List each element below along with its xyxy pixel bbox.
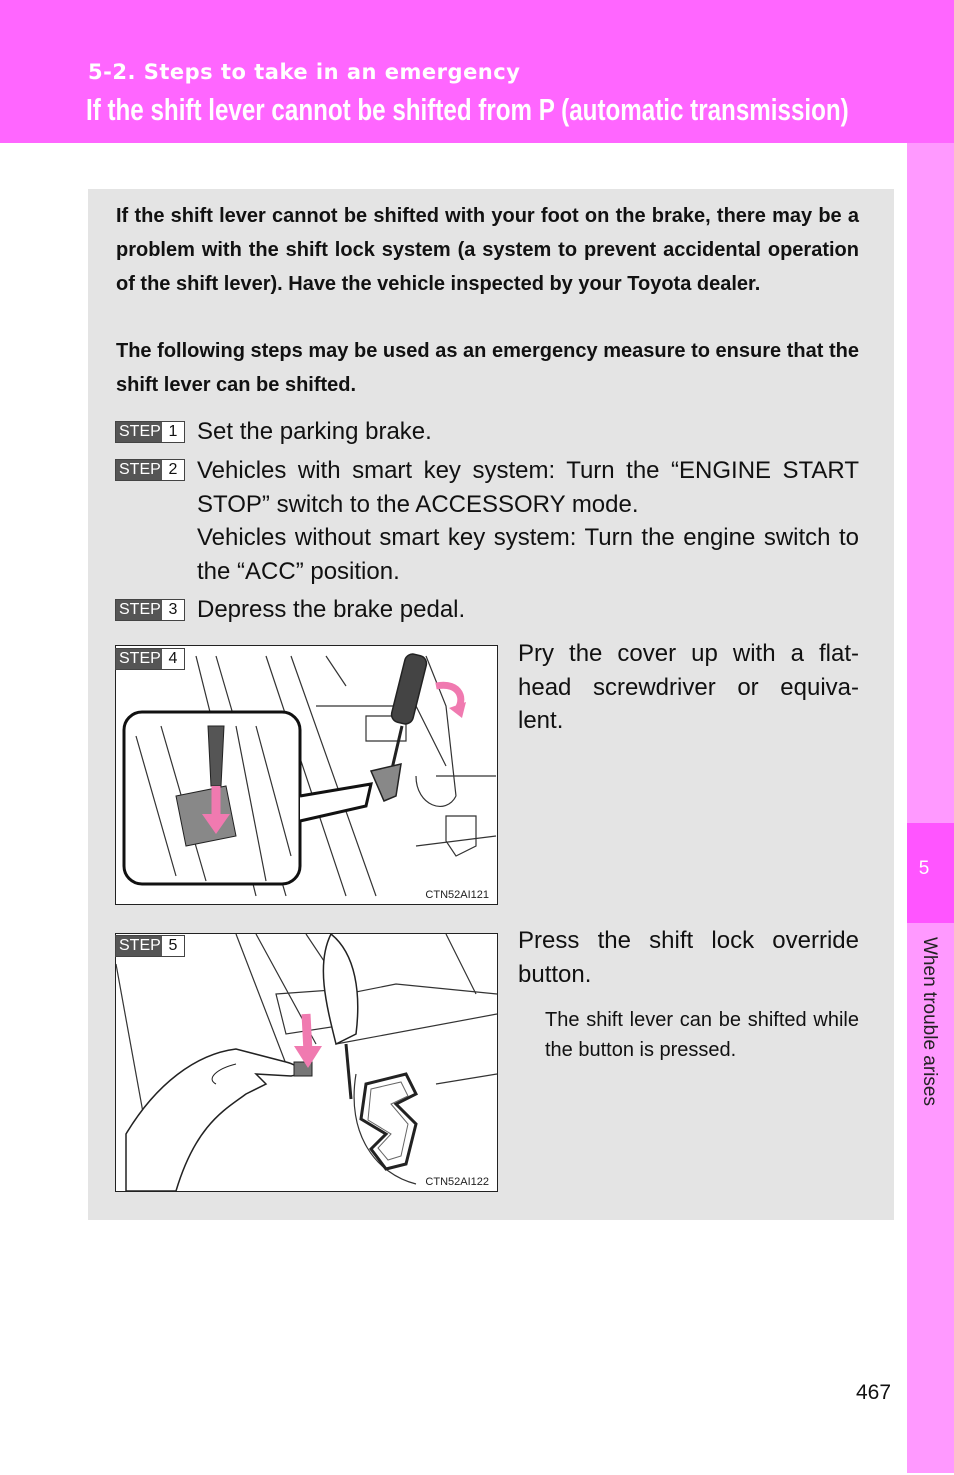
step-word: STEP [116,936,162,956]
step-number: 5 [162,936,184,956]
step-number: 2 [162,460,184,480]
step-word: STEP [116,649,162,669]
step-badge-4 [115,648,185,670]
step-2-text-alt: Vehicles without smart key system: Turn the engine switch to the “ACC” position. [197,524,859,585]
page-number: 467 [856,1381,892,1404]
chapter-label: When trouble arises [919,937,940,1106]
step-1-text: Set the parking brake. [197,418,432,445]
step-5-illustration [115,933,498,1192]
step-5-note: The shift lever can be shifted while the button is pressed. [545,1009,859,1061]
figure-code: CTN52AI121 [425,889,489,901]
step-badge-1 [115,421,185,443]
intro-paragraph-2: The following steps may be used as an emergency measure to ensure that the shift lever can be shifted. [116,340,859,396]
step-number: 1 [162,422,184,442]
step-badge-2 [115,459,185,481]
step-3-text: Depress the brake pedal. [197,596,466,623]
step-badge-3 [115,599,185,621]
figure-code: CTN52AI122 [425,1176,489,1188]
override-button-illustration [116,934,497,1191]
step-number: 3 [162,600,184,620]
step-4-illustration [115,645,498,905]
section-label: 5-2. Steps to take in an emergency [88,60,521,84]
chapter-number: 5 [918,858,930,879]
step-word: STEP [116,600,162,620]
chapter-side-tab [907,143,954,1473]
step-number: 4 [162,649,184,669]
intro-paragraph-1: If the shift lever cannot be shifted with your foot on the brake, there may be a problem with the shift lock system (a system to prevent accidental operation of the shift lever). Have the vehicle inspected by your Toyota dealer. [116,205,859,295]
step-5-text: Press the shift lock override button. [518,927,859,988]
step-2-text: Vehicles with smart key system: Turn the “ENGINE START STOP” switch to the ACCESSORY mode. [197,457,859,518]
step-word: STEP [116,422,162,442]
step-badge-5 [115,935,185,957]
step-4-text: Pry the cover up with a flat-head screwdriver or equiva-lent. [518,640,859,734]
screwdriver-pry-illustration [116,646,497,904]
step-word: STEP [116,460,162,480]
page-title: If the shift lever cannot be shifted from P (automatic transmission) [86,92,849,127]
